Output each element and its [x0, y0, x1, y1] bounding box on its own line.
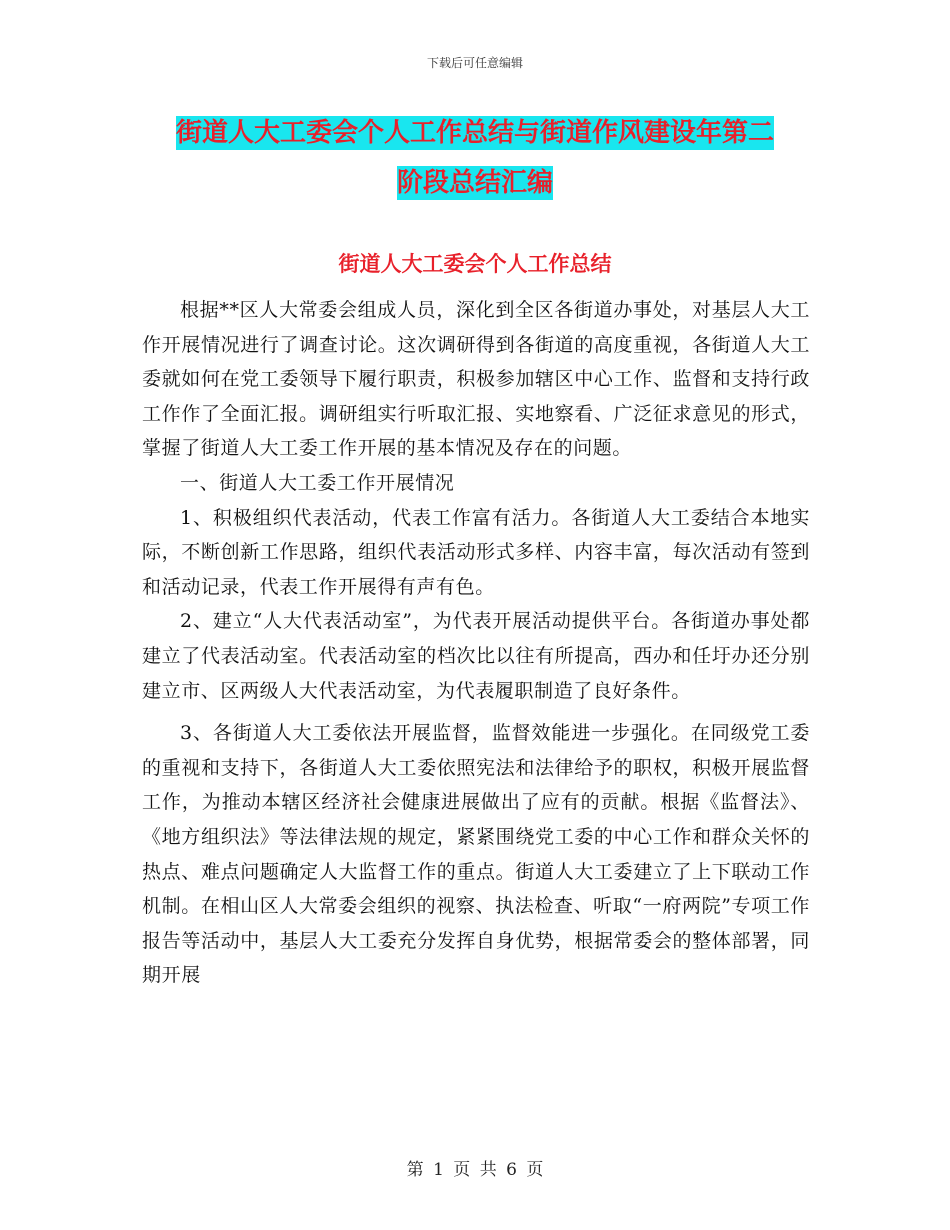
- document-title: [145, 108, 805, 208]
- page-number-footer: 第 1 页 共 6 页: [406, 1160, 544, 1180]
- paragraph-heading-1: 一、街道人大工委工作开展情况: [180, 471, 455, 494]
- document-title-line-2: 阶段总结汇编: [396, 168, 553, 198]
- paragraph-item-3: 3、各街道人大工委依法开展监督，监督效能进一步强化。在同级党工委的重视和支持下，各街道人大工委依照宪法和法律给予的职权，积极开展监督工作，为推动本辖区经济社会健康进展做出了应有的贡献。根据《监督法》、《地方组织法》等法律法规的规定，紧紧围绕党工委的中心工作和群众关怀的热点、难点问题确定人大监督工作的重点。街道人大工委建立了上下联动工作机制。在相山区人大常委会组织的视察、执法检查、听取“一府两院”专项工作报告等活动中，基层人大工委充分发挥自身优势，根据常委会的整体部署，同期开展: [142, 722, 810, 987]
- paragraph-item-2: 2、建立“人大代表活动室”，为代表开展活动提供平台。各街道办事处都建立了代表活动室。代表活动室的档次比以往有所提高，西办和任圩办还分别建立市、区两级人大代表活动室，为代表履职制造了良好条件。: [142, 610, 810, 702]
- document-body: [142, 293, 810, 993]
- paragraph-item-1: 1、积极组织代表活动，代表工作富有活力。各街道人大工委结合本地实际，不断创新工作思路，组织代表活动形式多样、内容丰富，每次活动有签到和活动记录，代表工作开展得有声有色。: [142, 506, 810, 598]
- page-header-note: 下载后可任意编辑: [426, 56, 523, 70]
- section-title: 街道人大工委会个人工作总结: [338, 252, 612, 276]
- paragraph-intro: 根据**区人大常委会组成人员，深化到全区各街道办事处，对基层人大工作开展情况进行了调查讨论。这次调研得到各街道的高度重视，各街道人大工委就如何在党工委领导下履行职责，积极参加辖区中心工作、监督和支持行政工作作了全面汇报。调研组实行听取汇报、实地察看、广泛征求意见的形式，掌握了街道人大工委工作开展的基本情况及存在的问题。: [142, 299, 810, 460]
- document-title-line-1: 街道人大工委会个人工作总结与街道作风建设年第二: [175, 118, 774, 148]
